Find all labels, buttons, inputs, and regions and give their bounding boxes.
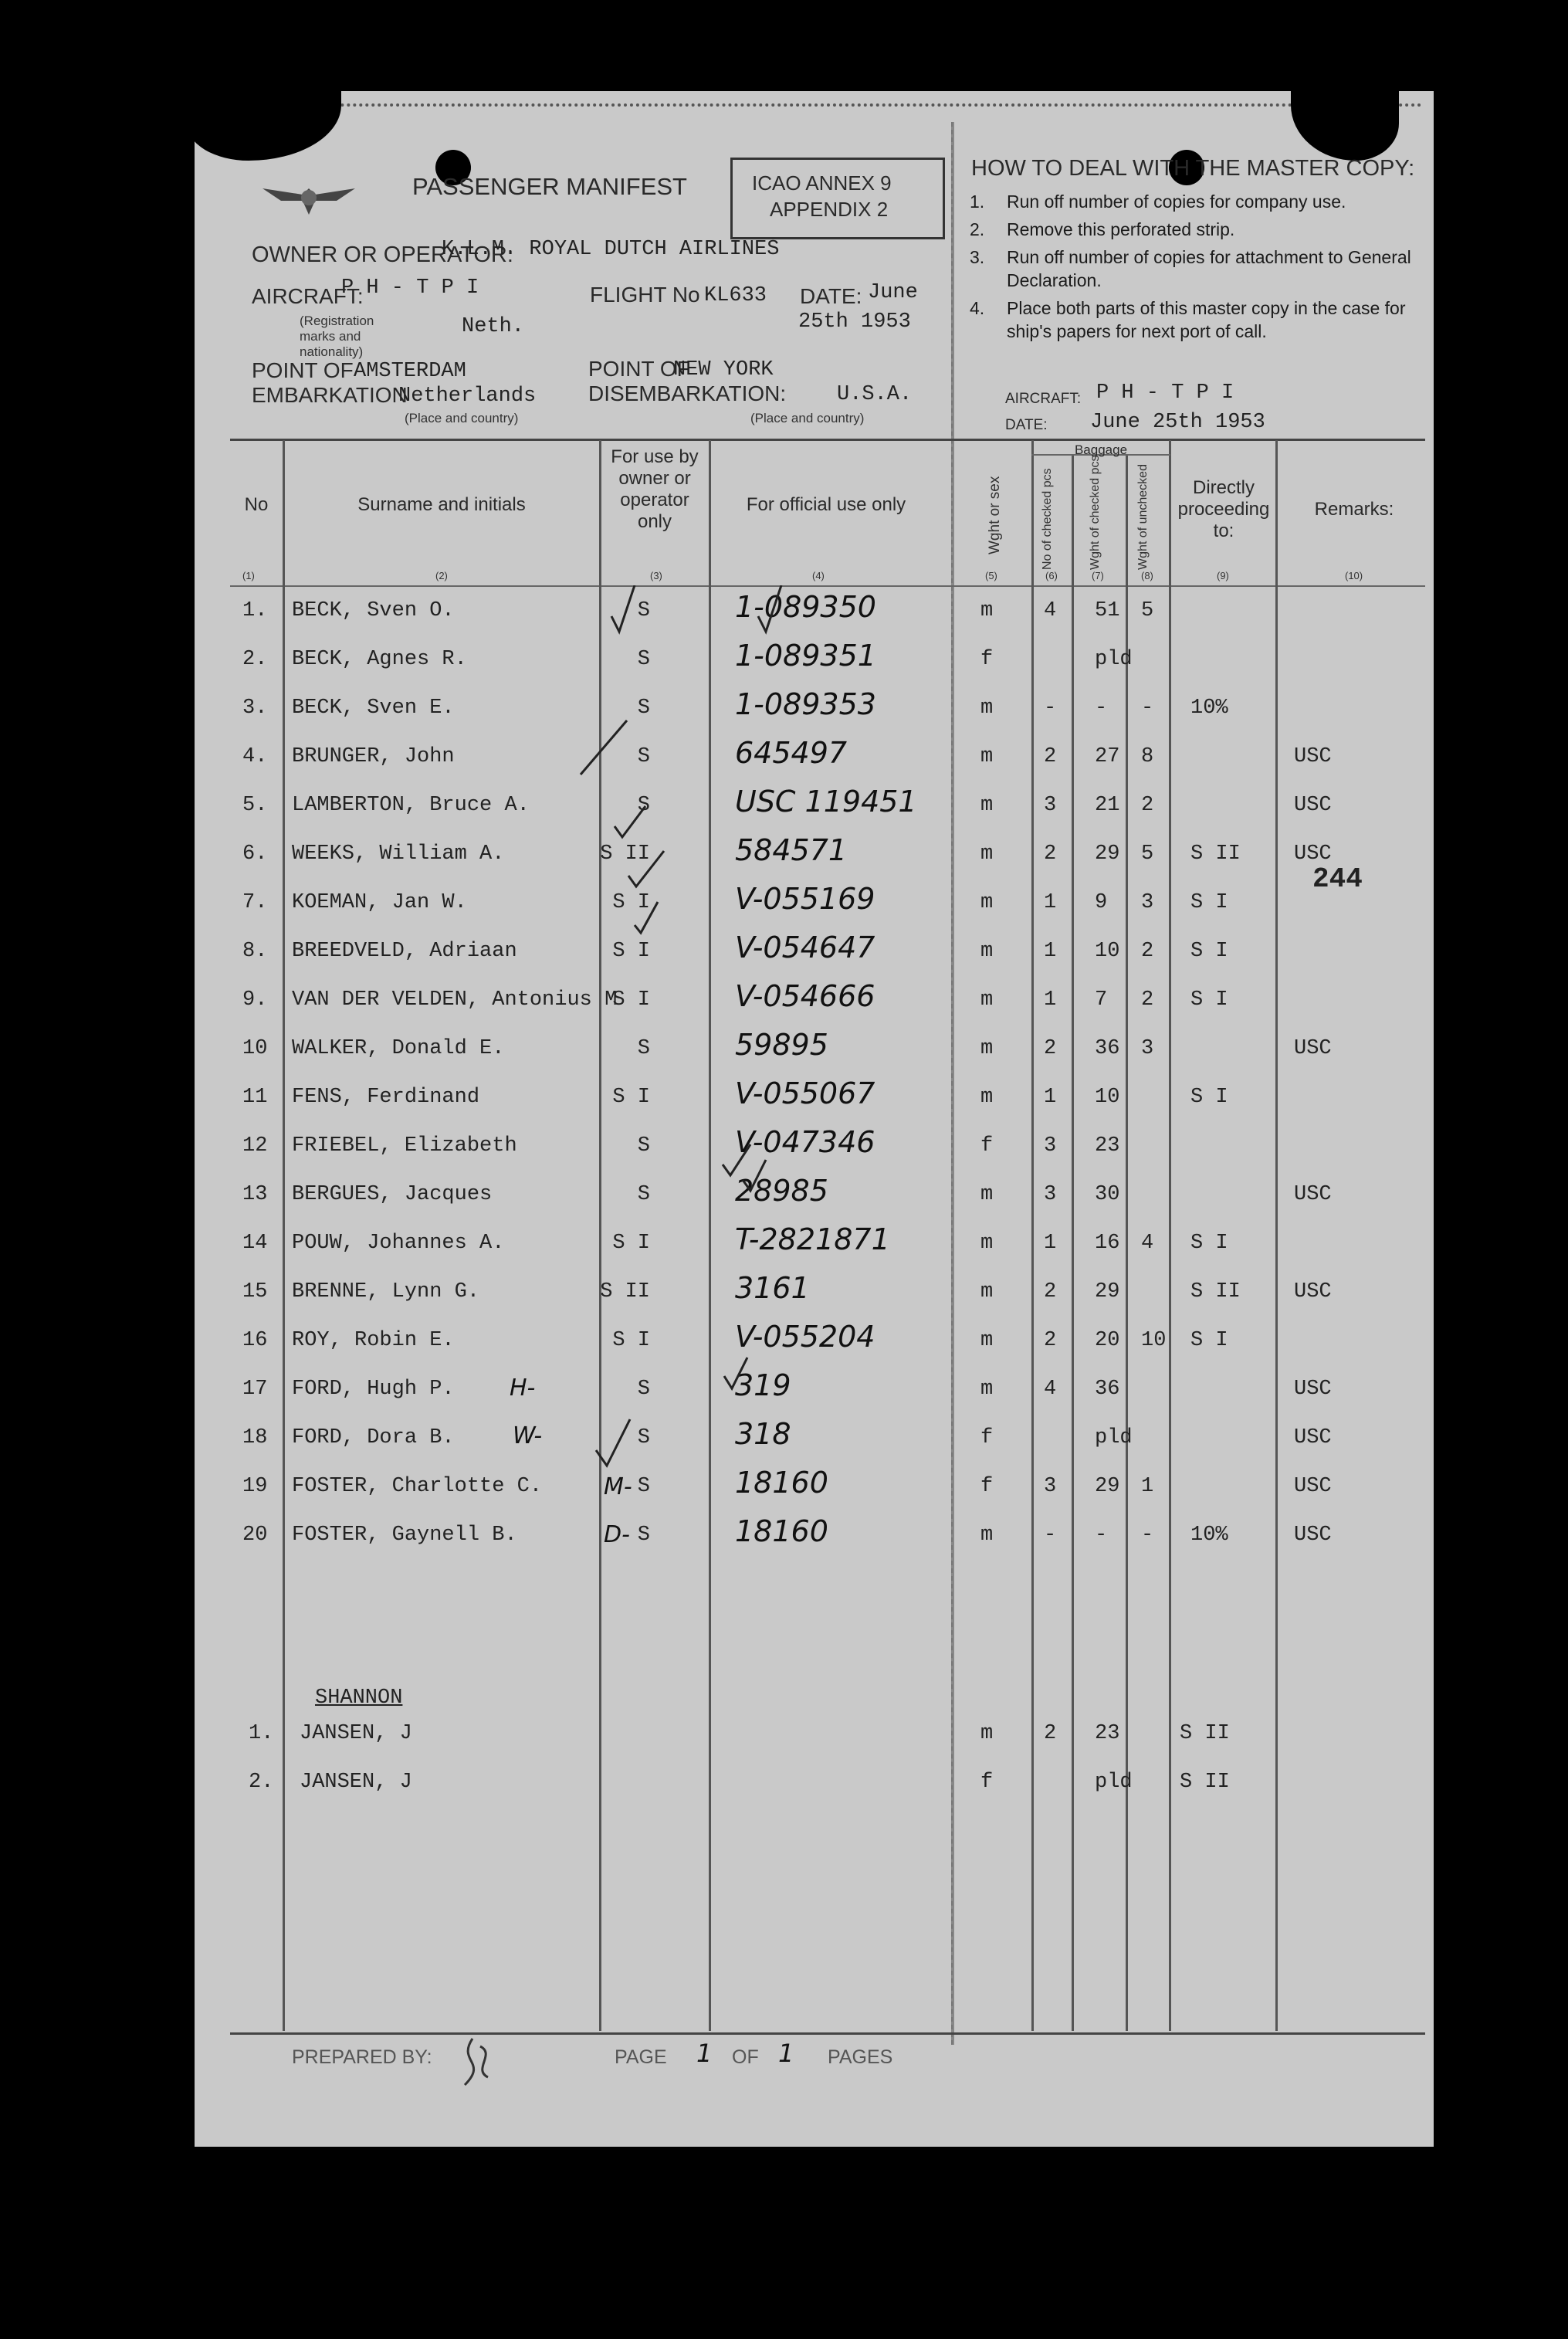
- row-checked-wght: 36: [1095, 1037, 1120, 1060]
- row-checked-pcs: 1: [1044, 1086, 1057, 1109]
- row-checked-wght: 10: [1095, 940, 1120, 963]
- row-checked-wght: 30: [1095, 1183, 1120, 1206]
- row-checked-pcs: 4: [1044, 1378, 1057, 1401]
- row-checked-wght: 21: [1095, 794, 1120, 817]
- right-aircraft-label: AIRCRAFT:: [1005, 391, 1082, 407]
- shannon-heading: SHANNON: [315, 1686, 403, 1710]
- row-class: S: [637, 745, 650, 768]
- col-header-official: For official use only: [746, 494, 906, 515]
- row-checked-pcs: 3: [1044, 1475, 1057, 1498]
- shannon-row-directly: S II: [1180, 1771, 1230, 1794]
- right-date-value: June 25th 1953: [1090, 411, 1265, 434]
- table-top-line: [230, 439, 1425, 441]
- disembark-note: (Place and country): [750, 411, 865, 425]
- row-unchecked-wght: 2: [1141, 988, 1154, 1012]
- row-class: S I: [612, 1086, 650, 1109]
- row-checked-wght: 20: [1095, 1329, 1120, 1352]
- of-value: 1: [778, 2039, 794, 2068]
- row-checked-pcs: 2: [1044, 842, 1057, 866]
- row-sex: m: [980, 988, 994, 1012]
- family-mark-hugh: H-: [510, 1375, 536, 1402]
- row-official-number: 18160: [735, 1514, 828, 1548]
- row-number: 14: [242, 1232, 268, 1255]
- col-num-2: (2): [435, 570, 448, 581]
- row-number: 9.: [242, 988, 268, 1012]
- row-checked-pcs: 2: [1044, 745, 1057, 768]
- row-sex: m: [980, 1037, 994, 1060]
- row-unchecked-wght: 8: [1141, 745, 1154, 768]
- owner-value: K.L.M. ROYAL DUTCH AIRLINES: [442, 238, 780, 261]
- col-header-remarks: Remarks:: [1314, 499, 1394, 520]
- row-sex: m: [980, 794, 994, 817]
- row-class: S: [637, 1134, 650, 1158]
- row-unchecked-wght: 3: [1141, 891, 1154, 914]
- row-surname: WEEKS, William A.: [292, 842, 505, 866]
- col-num-3: (3): [650, 570, 662, 581]
- instruction-text: Run off number of copies for company use.: [1007, 192, 1346, 212]
- row-official-number: T-2821871: [735, 1222, 890, 1256]
- family-mark-dora: W-: [513, 1422, 543, 1449]
- row-number: 20: [242, 1524, 268, 1547]
- date-label: DATE:: [800, 284, 862, 308]
- row-remarks: USC: [1294, 1475, 1332, 1498]
- row-official-number: 1-089350: [735, 590, 876, 624]
- row-surname: BECK, Sven E.: [292, 697, 455, 720]
- row-checked-wght: 51: [1095, 599, 1120, 622]
- row-official-number: 1-089353: [735, 687, 876, 721]
- row-remarks: USC: [1294, 1378, 1332, 1401]
- instruction-item: [970, 218, 1417, 241]
- row-directly: S II: [1190, 1280, 1241, 1303]
- row-checked-wght: 29: [1095, 1475, 1120, 1498]
- row-checked-wght: 10: [1095, 1086, 1120, 1109]
- row-directly: S I: [1190, 940, 1228, 963]
- row-sex: m: [980, 745, 994, 768]
- of-label: OF: [732, 2046, 759, 2068]
- row-surname: ROY, Robin E.: [292, 1329, 455, 1352]
- shannon-row-checked-wght: 23: [1095, 1722, 1120, 1745]
- row-official-number: V-047346: [735, 1125, 875, 1159]
- row-sex: m: [980, 1086, 994, 1109]
- annex-line-1: ICAO ANNEX 9: [752, 171, 892, 195]
- row-official-number: V-054647: [735, 931, 875, 964]
- row-checked-pcs: -: [1044, 697, 1057, 720]
- annex-line-2: APPENDIX 2: [770, 198, 889, 221]
- row-official-number: 28985: [735, 1174, 828, 1208]
- row-number: 12: [242, 1134, 268, 1158]
- row-sex: m: [980, 599, 994, 622]
- right-date-label: DATE:: [1005, 417, 1048, 433]
- row-remarks: USC: [1294, 1524, 1332, 1547]
- row-checked-wght: pld: [1095, 1426, 1133, 1449]
- row-checked-pcs: 4: [1044, 599, 1057, 622]
- row-checked-wght: 9: [1095, 891, 1108, 914]
- instruction-number: 3.: [970, 247, 985, 267]
- row-unchecked-wght: 1: [1141, 1475, 1154, 1498]
- row-checked-wght: 27: [1095, 745, 1120, 768]
- row-number: 17: [242, 1378, 268, 1401]
- flight-label: FLIGHT No: [590, 283, 700, 307]
- row-class: S I: [612, 988, 650, 1012]
- row-checked-wght: 29: [1095, 1280, 1120, 1303]
- row-directly: S II: [1190, 842, 1241, 866]
- shannon-row-sex: f: [980, 1771, 994, 1794]
- aircraft-label: AIRCRAFT:: [252, 284, 364, 308]
- row-unchecked-wght: 10: [1141, 1329, 1167, 1352]
- row-checked-wght: -: [1095, 1524, 1108, 1547]
- row-sex: m: [980, 1524, 994, 1547]
- row-official-number: 319: [735, 1368, 791, 1402]
- row-remarks: USC: [1294, 794, 1332, 817]
- row-number: 10: [242, 1037, 268, 1060]
- col-header-checked-pcs: No of checked pcs: [1041, 468, 1054, 570]
- instruction-number: 1.: [970, 192, 985, 212]
- row-surname: BREEDVELD, Adriaan: [292, 940, 517, 963]
- row-official-number: 1-089351: [735, 639, 876, 673]
- row-checked-pcs: 3: [1044, 794, 1057, 817]
- row-unchecked-wght: -: [1141, 697, 1154, 720]
- embark-label-2: EMBARKATION: [252, 383, 408, 407]
- row-directly: S I: [1190, 1329, 1228, 1352]
- row-number: 18: [242, 1426, 268, 1449]
- col-header-owner-use: For use by owner or operator only: [611, 446, 699, 532]
- col-divider-unch: [1169, 440, 1171, 2031]
- row-number: 13: [242, 1183, 268, 1206]
- row-unchecked-wght: -: [1141, 1524, 1154, 1547]
- row-checked-pcs: 2: [1044, 1280, 1057, 1303]
- row-checked-wght: -: [1095, 697, 1108, 720]
- row-sex: f: [980, 1426, 994, 1449]
- row-checked-pcs: 1: [1044, 940, 1057, 963]
- stamp-244: 244: [1312, 863, 1363, 895]
- shannon-row-sex: m: [980, 1722, 994, 1745]
- col-header-unchecked-wght: Wght of unchecked: [1136, 464, 1150, 570]
- row-directly: S I: [1190, 1232, 1228, 1255]
- row-checked-pcs: 2: [1044, 1037, 1057, 1060]
- row-checked-pcs: 3: [1044, 1183, 1057, 1206]
- manifest-paper: [195, 91, 1434, 2147]
- row-official-number: 18160: [735, 1466, 828, 1500]
- row-sex: m: [980, 842, 994, 866]
- instruction-text: Run off number of copies for attachment to General Declaration.: [1007, 247, 1411, 290]
- row-official-number: V-055204: [735, 1320, 875, 1354]
- row-class: S: [637, 1426, 650, 1449]
- col-header-surname: Surname and initials: [357, 494, 526, 515]
- row-checked-pcs: 1: [1044, 988, 1057, 1012]
- shannon-row-number: 2.: [249, 1771, 274, 1794]
- col-header-baggage: Baggage: [1074, 442, 1128, 457]
- row-official-number: V-055169: [735, 882, 875, 916]
- row-number: 15: [242, 1280, 268, 1303]
- row-number: 5.: [242, 794, 268, 817]
- row-official-number: 3161: [735, 1271, 810, 1305]
- row-checked-wght: 7: [1095, 988, 1108, 1012]
- row-surname: VAN DER VELDEN, Antonius M: [292, 988, 618, 1012]
- row-surname: BECK, Agnes R.: [292, 648, 467, 671]
- row-sex: m: [980, 1232, 994, 1255]
- row-unchecked-wght: 4: [1141, 1232, 1154, 1255]
- manifest-title: PASSENGER MANIFEST: [412, 173, 687, 200]
- flight-value: KL633: [704, 284, 767, 307]
- row-sex: m: [980, 1329, 994, 1352]
- row-checked-wght: 23: [1095, 1134, 1120, 1158]
- col-num-5: (5): [985, 570, 997, 581]
- row-number: 16: [242, 1329, 268, 1352]
- col-divider-sex: [1031, 440, 1034, 2031]
- row-surname: LAMBERTON, Bruce A.: [292, 794, 530, 817]
- row-class: S: [637, 1524, 650, 1547]
- row-official-number: V-054666: [735, 979, 875, 1013]
- row-surname: FENS, Ferdinand: [292, 1086, 480, 1109]
- row-official-number: 59895: [735, 1028, 828, 1062]
- row-class: S: [637, 599, 650, 622]
- col-num-7: (7): [1092, 570, 1104, 581]
- row-class: S I: [612, 1232, 650, 1255]
- instruction-text: Remove this perforated strip.: [1007, 219, 1235, 239]
- row-remarks: USC: [1294, 1426, 1332, 1449]
- page-value: 1: [696, 2039, 713, 2068]
- row-official-number: 318: [735, 1417, 791, 1451]
- row-class: S II: [600, 1280, 650, 1303]
- klm-wings-logo-icon: [262, 175, 355, 221]
- disembark-city: NEW YORK: [673, 358, 774, 381]
- embark-note: (Place and country): [405, 411, 519, 425]
- family-mark-charlotte: M-: [604, 1473, 632, 1500]
- col-num-10: (10): [1345, 570, 1363, 581]
- row-class: S: [637, 1378, 650, 1401]
- col-num-6: (6): [1045, 570, 1058, 581]
- row-sex: f: [980, 1475, 994, 1498]
- row-surname: POUW, Johannes A.: [292, 1232, 505, 1255]
- row-surname: BRUNGER, John: [292, 745, 455, 768]
- row-surname: FRIEBEL, Elizabeth: [292, 1134, 517, 1158]
- row-class: S: [637, 697, 650, 720]
- row-directly: 10%: [1190, 697, 1228, 720]
- row-surname: FOSTER, Gaynell B.: [292, 1524, 517, 1547]
- row-surname: BRENNE, Lynn G.: [292, 1280, 480, 1303]
- row-sex: m: [980, 891, 994, 914]
- check-marks: [534, 585, 812, 1481]
- row-checked-wght: 16: [1095, 1232, 1120, 1255]
- row-surname: BECK, Sven O.: [292, 599, 455, 622]
- row-directly: S I: [1190, 1086, 1228, 1109]
- row-official-number: 584571: [735, 833, 848, 867]
- row-sex: m: [980, 940, 994, 963]
- aircraft-value: P H - T P I: [341, 276, 479, 300]
- row-checked-wght: 29: [1095, 842, 1120, 866]
- row-remarks: USC: [1294, 745, 1332, 768]
- col-num-9: (9): [1217, 570, 1229, 581]
- row-class: S II: [600, 842, 650, 866]
- perforation-line: [951, 122, 954, 2045]
- row-unchecked-wght: 5: [1141, 599, 1154, 622]
- col-divider-wght: [1126, 454, 1128, 2031]
- col-header-sex: Wght or sex: [987, 476, 1003, 554]
- row-directly: S I: [1190, 988, 1228, 1012]
- row-unchecked-wght: 5: [1141, 842, 1154, 866]
- row-sex: m: [980, 697, 994, 720]
- col-divider-directly: [1275, 440, 1278, 2031]
- row-checked-pcs: 3: [1044, 1134, 1057, 1158]
- pages-label: PAGES: [828, 2046, 893, 2068]
- row-number: 8.: [242, 940, 268, 963]
- row-unchecked-wght: 2: [1141, 794, 1154, 817]
- row-surname: FORD, Hugh P.: [292, 1378, 455, 1401]
- row-class: S: [637, 1037, 650, 1060]
- embark-label-1: POINT OF: [252, 358, 354, 382]
- row-remarks: USC: [1294, 1183, 1332, 1206]
- row-number: 7.: [242, 891, 268, 914]
- instruction-item: [970, 297, 1417, 343]
- perforation-strip: [218, 103, 1422, 113]
- col-header-checked-wght: Wght of checked pcs: [1089, 455, 1102, 570]
- row-class: S I: [612, 891, 650, 914]
- shannon-row-number: 1.: [249, 1722, 274, 1745]
- prepared-by-signature: [449, 2031, 511, 2093]
- col-divider-pcs: [1072, 454, 1074, 2031]
- row-official-number: 645497: [735, 736, 848, 770]
- instruction-item: [970, 190, 1417, 213]
- torn-edge-right: [1291, 68, 1399, 161]
- row-number: 2.: [242, 648, 268, 671]
- row-number: 19: [242, 1475, 268, 1498]
- row-number: 1.: [242, 599, 268, 622]
- row-remarks: USC: [1294, 1280, 1332, 1303]
- row-checked-pcs: 1: [1044, 1232, 1057, 1255]
- disembark-label-1: POINT OF: [588, 357, 690, 381]
- row-sex: m: [980, 1183, 994, 1206]
- row-checked-pcs: -: [1044, 1524, 1057, 1547]
- row-official-number: USC 119451: [735, 785, 917, 819]
- shannon-row-directly: S II: [1180, 1722, 1230, 1745]
- row-number: 4.: [242, 745, 268, 768]
- row-sex: f: [980, 1134, 994, 1158]
- row-number: 11: [242, 1086, 268, 1109]
- instructions-list: [970, 190, 1417, 347]
- row-checked-pcs: 1: [1044, 891, 1057, 914]
- instructions-title: HOW TO DEAL WITH THE MASTER COPY:: [971, 156, 1415, 181]
- shannon-row-checked-wght: pld: [1095, 1771, 1133, 1794]
- shannon-row-surname: JANSEN, J: [300, 1771, 412, 1794]
- row-class: S: [637, 1475, 650, 1498]
- row-class: S I: [612, 940, 650, 963]
- col-header-directly: Directly proceeding to:: [1177, 477, 1270, 541]
- row-surname: BERGUES, Jacques: [292, 1183, 493, 1206]
- row-class: S: [637, 648, 650, 671]
- row-checked-pcs: 2: [1044, 1329, 1057, 1352]
- row-directly: S I: [1190, 891, 1228, 914]
- table-header-line: [230, 585, 1425, 587]
- row-number: 3.: [242, 697, 268, 720]
- right-aircraft-value: P H - T P I: [1096, 381, 1234, 405]
- disembark-country: U.S.A.: [837, 383, 913, 406]
- row-unchecked-wght: 3: [1141, 1037, 1154, 1060]
- embark-city: AMSTERDAM: [354, 360, 466, 383]
- row-class: S I: [612, 1329, 650, 1352]
- row-unchecked-wght: 2: [1141, 940, 1154, 963]
- col-num-1: (1): [242, 570, 255, 581]
- table-bottom-line: [230, 2032, 1425, 2035]
- row-sex: f: [980, 648, 994, 671]
- row-remarks: USC: [1294, 842, 1332, 866]
- row-surname: KOEMAN, Jan W.: [292, 891, 467, 914]
- row-official-number: V-055067: [735, 1076, 875, 1110]
- row-surname: WALKER, Donald E.: [292, 1037, 505, 1060]
- col-num-4: (4): [812, 570, 825, 581]
- disembark-label-2: DISEMBARKATION:: [588, 381, 787, 405]
- row-class: S: [637, 1183, 650, 1206]
- shannon-row-surname: JANSEN, J: [300, 1722, 412, 1745]
- page-label: PAGE: [615, 2046, 667, 2068]
- prepared-by-label: PREPARED BY:: [292, 2046, 432, 2068]
- row-directly: 10%: [1190, 1524, 1228, 1547]
- row-surname: FOSTER, Charlotte C.: [292, 1475, 543, 1498]
- col-divider-no: [283, 440, 285, 2031]
- row-number: 6.: [242, 842, 268, 866]
- col-num-8: (8): [1141, 570, 1153, 581]
- instruction-number: 4.: [970, 298, 985, 318]
- instruction-text: Place both parts of this master copy in the case for ship's papers for next port of call.: [1007, 298, 1406, 341]
- row-checked-wght: 36: [1095, 1378, 1120, 1401]
- date-value-2: 25th 1953: [798, 310, 911, 334]
- row-sex: m: [980, 1280, 994, 1303]
- family-mark-gaynell: D-: [604, 1521, 630, 1548]
- col-header-no: No: [244, 494, 269, 515]
- embark-country: Netherlands: [398, 385, 537, 408]
- aircraft-note: (Registration marks and nationality): [300, 314, 374, 359]
- instruction-number: 2.: [970, 219, 985, 239]
- aircraft-nationality: Neth.: [462, 315, 525, 338]
- shannon-row-checked-pcs: 2: [1044, 1722, 1057, 1745]
- date-value-1: June: [868, 281, 918, 304]
- instruction-item: [970, 246, 1417, 292]
- row-class: S: [637, 794, 650, 817]
- torn-edge-left: [187, 68, 341, 161]
- row-remarks: USC: [1294, 1037, 1332, 1060]
- row-surname: FORD, Dora B.: [292, 1426, 455, 1449]
- owner-label: OWNER OR OPERATOR:: [252, 242, 513, 267]
- row-checked-wght: pld: [1095, 648, 1133, 671]
- row-sex: m: [980, 1378, 994, 1401]
